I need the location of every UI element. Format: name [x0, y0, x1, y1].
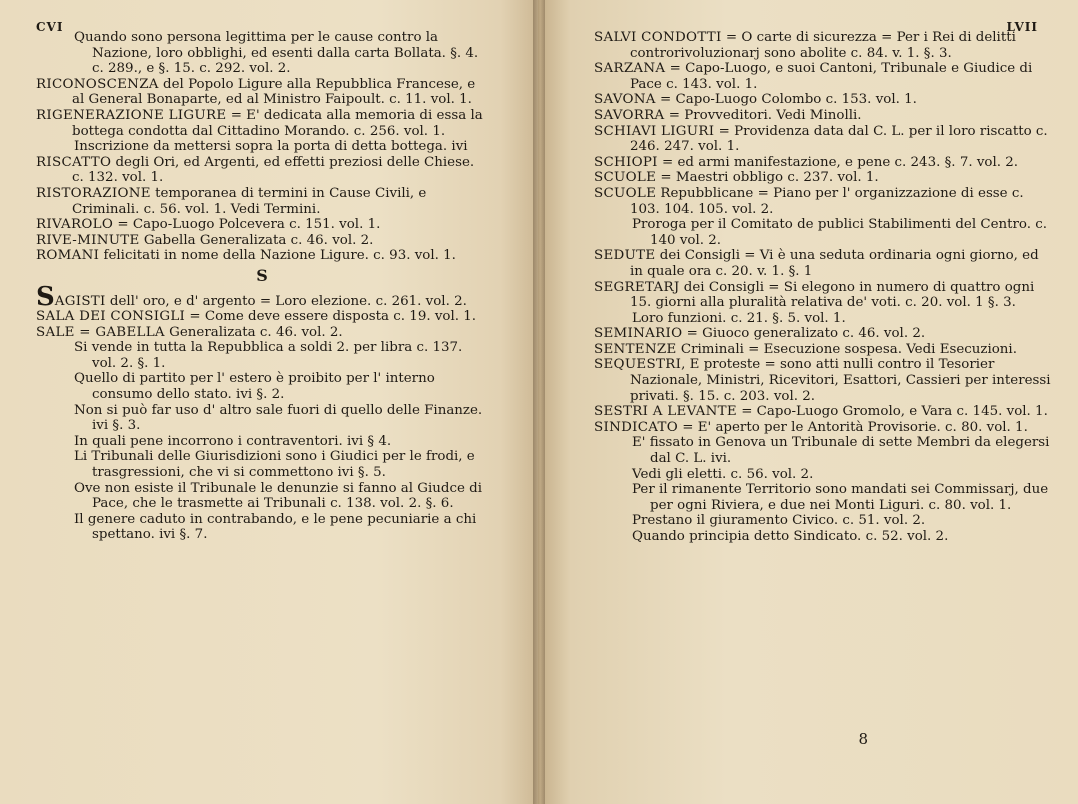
index-entry	[594, 357, 1054, 404]
index-entry-headword: SCHIAVI LIGURI	[594, 123, 715, 139]
index-entry-headword: SCUOLE	[594, 170, 657, 186]
index-entry-headword: SCHIOPI	[594, 154, 658, 170]
index-entry-headword: SEMINARIO	[594, 326, 683, 342]
index-entry	[36, 186, 488, 217]
index-entry	[594, 30, 1054, 61]
index-entry-text: = E' dedicata alla memoria di essa la bottega condotta dal Cittadino Morando. c. 256. vol. 1.	[72, 107, 483, 139]
index-subentry: Il genere caduto in contrabando, e le pene pecuniarie a chi spettano. ivi §. 7.	[74, 511, 477, 543]
index-entry-headword: ROMANI	[36, 248, 100, 264]
index-subentry: Quando principia detto Sindicato. c. 52. vol. 2.	[632, 529, 949, 544]
index-entry	[36, 325, 488, 341]
index-entry	[594, 420, 1054, 436]
index-entry	[594, 280, 1054, 311]
index-entry-headword: SENTENZE	[594, 341, 677, 357]
index-entry	[594, 124, 1054, 155]
right-page	[538, 0, 1078, 804]
index-entry	[594, 92, 1054, 108]
index-entry-headword: SINDICATO	[594, 419, 678, 435]
index-entry-headword: SAVORRA	[594, 107, 665, 123]
index-entry	[36, 217, 488, 233]
index-entry-text: dei Consigli = Si elegono in numero di quattro ogni 15. giorni alla pluralità relativa de' voti. c. 20. vol. 1 §. 3.	[630, 279, 1035, 311]
index-entry-headword: SEQUESTRI	[594, 357, 682, 373]
index-entry-text: degli Ori, ed Argenti, ed effetti preziosi delle Chiese. c. 132. vol. 1.	[72, 154, 475, 186]
index-entry-headword: SAVONA	[594, 92, 656, 108]
index-subentry: Non si può far uso d' altro sale fuori di quello delle Finanze. ivi §. 3.	[74, 402, 483, 434]
index-entry	[36, 281, 488, 312]
index-entry-text: del Popolo Ligure alla Repubblica Francese, e al General Bonaparte, ed al Ministro Faipoult. c. 11. vol. 1.	[72, 76, 476, 108]
index-entry	[594, 326, 1054, 342]
right-index-entries	[594, 30, 1054, 545]
index-entry-headword: SESTRI A LEVANTE	[594, 404, 737, 420]
index-entry-text: = Come deve essere disposta c. 19. vol. 1.	[185, 309, 477, 325]
index-entry-headword: RICONOSCENZA	[36, 76, 159, 92]
index-entry-headword: RISTORAZIONE	[36, 185, 151, 201]
index-entry-headword: SEDUTE	[594, 248, 656, 264]
index-subentry: Per il rimanente Territorio sono mandati sei Commissarj, due per ogni Riviera, e due nei Monti Liguri. c. 80. vol. 1.	[632, 482, 1049, 513]
index-entry	[36, 77, 488, 108]
index-entry-text: dell' oro, e d' argento = Loro elezione. c. 261. vol. 2.	[105, 293, 467, 309]
index-entry	[594, 155, 1054, 171]
left-index-entries	[36, 30, 488, 543]
index-entry-headword: RIVAROLO	[36, 217, 114, 233]
index-entry-text: = Maestri obbligo c. 237. vol. 1.	[656, 170, 879, 186]
index-entry	[594, 170, 1054, 186]
index-entry	[594, 186, 1054, 217]
index-entry-text: , E proteste = sono atti nulli contro il Tesorier Nazionale, Ministri, Ricevitori, Esattori, Cassieri per interessi privati. §. 15. c. 203. vol. 2.	[630, 357, 1051, 404]
index-entry-headword: RISCATTO	[36, 154, 112, 170]
index-entry-text: = ed armi manifestazione, e pene c. 243. §. 7. vol. 2.	[657, 154, 1019, 170]
running-head-left: CVI	[36, 20, 64, 34]
index-subentry: Proroga per il Comitato de publici Stabilimenti del Centro. c. 140 vol. 2.	[632, 217, 1048, 248]
index-entry	[36, 108, 488, 139]
index-entry-text: felicitati in nome della Nazione Ligure. c. 93. vol. 1.	[99, 248, 456, 264]
index-subentry: E' fissato in Genova un Tribunale di sette Membri da elegersi dal C. L. ivi.	[632, 435, 1050, 467]
index-entry-text: temporanea di termini in Cause Civili, e Criminali. c. 56. vol. 1. Vedi Termini.	[72, 185, 427, 217]
index-entry	[36, 155, 488, 186]
index-subentry: In quali pene incorrono i contraventori. ivi § 4.	[74, 433, 392, 449]
index-subentry: Quando sono persona legittima per le cause contro la Nazione, loro obblighi, ed esenti dalla carta Bollata. §. 4. c. 289., e §. 15. c. 292. vol. 2.	[74, 30, 479, 77]
index-subentry: Li Tribunali delle Giurisdizioni sono i Giudici per le frodi, e trasgressioni, che vi si commettono ivi §. 5.	[74, 449, 475, 481]
index-entry-text: = Capo-Luogo, e suoi Cantoni, Tribunale e Giudice di Pace c. 143. vol. 1.	[630, 61, 1033, 92]
index-entry	[594, 248, 1054, 279]
index-entry-text: = Providenza data dal C. L. per il loro riscatto c. 246. 247. vol. 1.	[630, 123, 1048, 155]
index-entry-text: = Capo-Luogo Colombo c. 153. vol. 1.	[655, 92, 917, 108]
printer-signature-mark: 8	[858, 730, 868, 748]
index-subentry: Inscrizione da mettersi sopra la porta di detta bottega. ivi	[74, 139, 468, 155]
index-entry	[594, 342, 1054, 358]
book-gutter	[533, 0, 545, 804]
index-entry-text: Repubblicane = Piano per l' organizzazione di esse c. 103. 104. 105. vol. 2.	[630, 185, 1024, 217]
index-entry-headword: SCUOLE	[594, 185, 657, 201]
index-entry-text: Criminali = Esecuzione sospesa. Vedi Esecuzioni.	[676, 341, 1017, 357]
index-entry-headword: SARZANA	[594, 61, 666, 77]
index-entry-headword: SALE = GABELLA	[36, 324, 165, 340]
index-entry	[594, 61, 1054, 92]
index-entry	[36, 233, 488, 249]
section-letter: S	[256, 265, 268, 285]
index-entry-headword: SALA DEI CONSIGLI	[36, 309, 186, 325]
index-entry-text: = Giuoco generalizato c. 46. vol. 2.	[682, 326, 926, 342]
index-entry-headword: SEGRETARJ	[594, 279, 680, 295]
index-entry-text: = Capo-Luogo Polcevera c. 151. vol. 1.	[113, 217, 381, 233]
index-entry-headword: RIGENERAZIONE LIGURE	[36, 107, 227, 123]
index-entry	[36, 309, 488, 325]
index-entry-text: Generalizata c. 46. vol. 2.	[164, 324, 343, 340]
index-entry-text: = Provveditori. Vedi Minolli.	[664, 107, 862, 123]
index-subentry: Ove non esiste il Tribunale le denunzie si fanno al Giudce di Pace, che le trasmette ai Tribunali c. 138. vol. 2. §. 6.	[74, 480, 483, 512]
index-entry	[594, 108, 1054, 124]
running-head-right: LVII	[1006, 20, 1038, 34]
left-page	[0, 0, 538, 804]
index-entry-text: dei Consigli = Vi è una seduta ordinaria ogni giorno, ed in quale ora c. 20. v. 1. §. 1	[630, 248, 1039, 279]
index-entry-text: = E' aperto per le Antorità Provisorie. c. 80. vol. 1.	[678, 419, 1028, 435]
index-subentry: Loro funzioni. c. 21. §. 5. vol. 1.	[632, 310, 846, 326]
index-entry-headword: RIVE-MINUTE	[36, 232, 140, 248]
index-entry-text: = Capo-Luogo Gromolo, e Vara c. 145. vol. 1.	[736, 404, 1048, 420]
index-entry-headword: AGISTI	[54, 293, 106, 309]
index-entry	[36, 248, 488, 264]
index-subentry: Quello di partito per l' estero è proibito per l' interno consumo dello stato. ivi §. 2.	[74, 371, 435, 403]
index-entry	[594, 404, 1054, 420]
drop-cap-letter: S	[36, 281, 55, 312]
index-entry-text: = O carte di sicurezza = Per i Rei di delitti controrivoluzionarj sono abolite c. 84. v. 1. §. 3.	[630, 30, 1016, 61]
index-subentry: Prestano il giuramento Civico. c. 51. vol. 2.	[632, 513, 926, 529]
index-entry-text: Gabella Generalizata c. 46. vol. 2.	[139, 232, 374, 248]
index-subentry: Si vende in tutta la Repubblica a soldi 2. per libra c. 137. vol. 2. §. 1.	[74, 340, 463, 371]
index-entry-headword: SALVI CONDOTTI	[594, 30, 722, 45]
index-subentry: Vedi gli eletti. c. 56. vol. 2.	[632, 466, 814, 482]
